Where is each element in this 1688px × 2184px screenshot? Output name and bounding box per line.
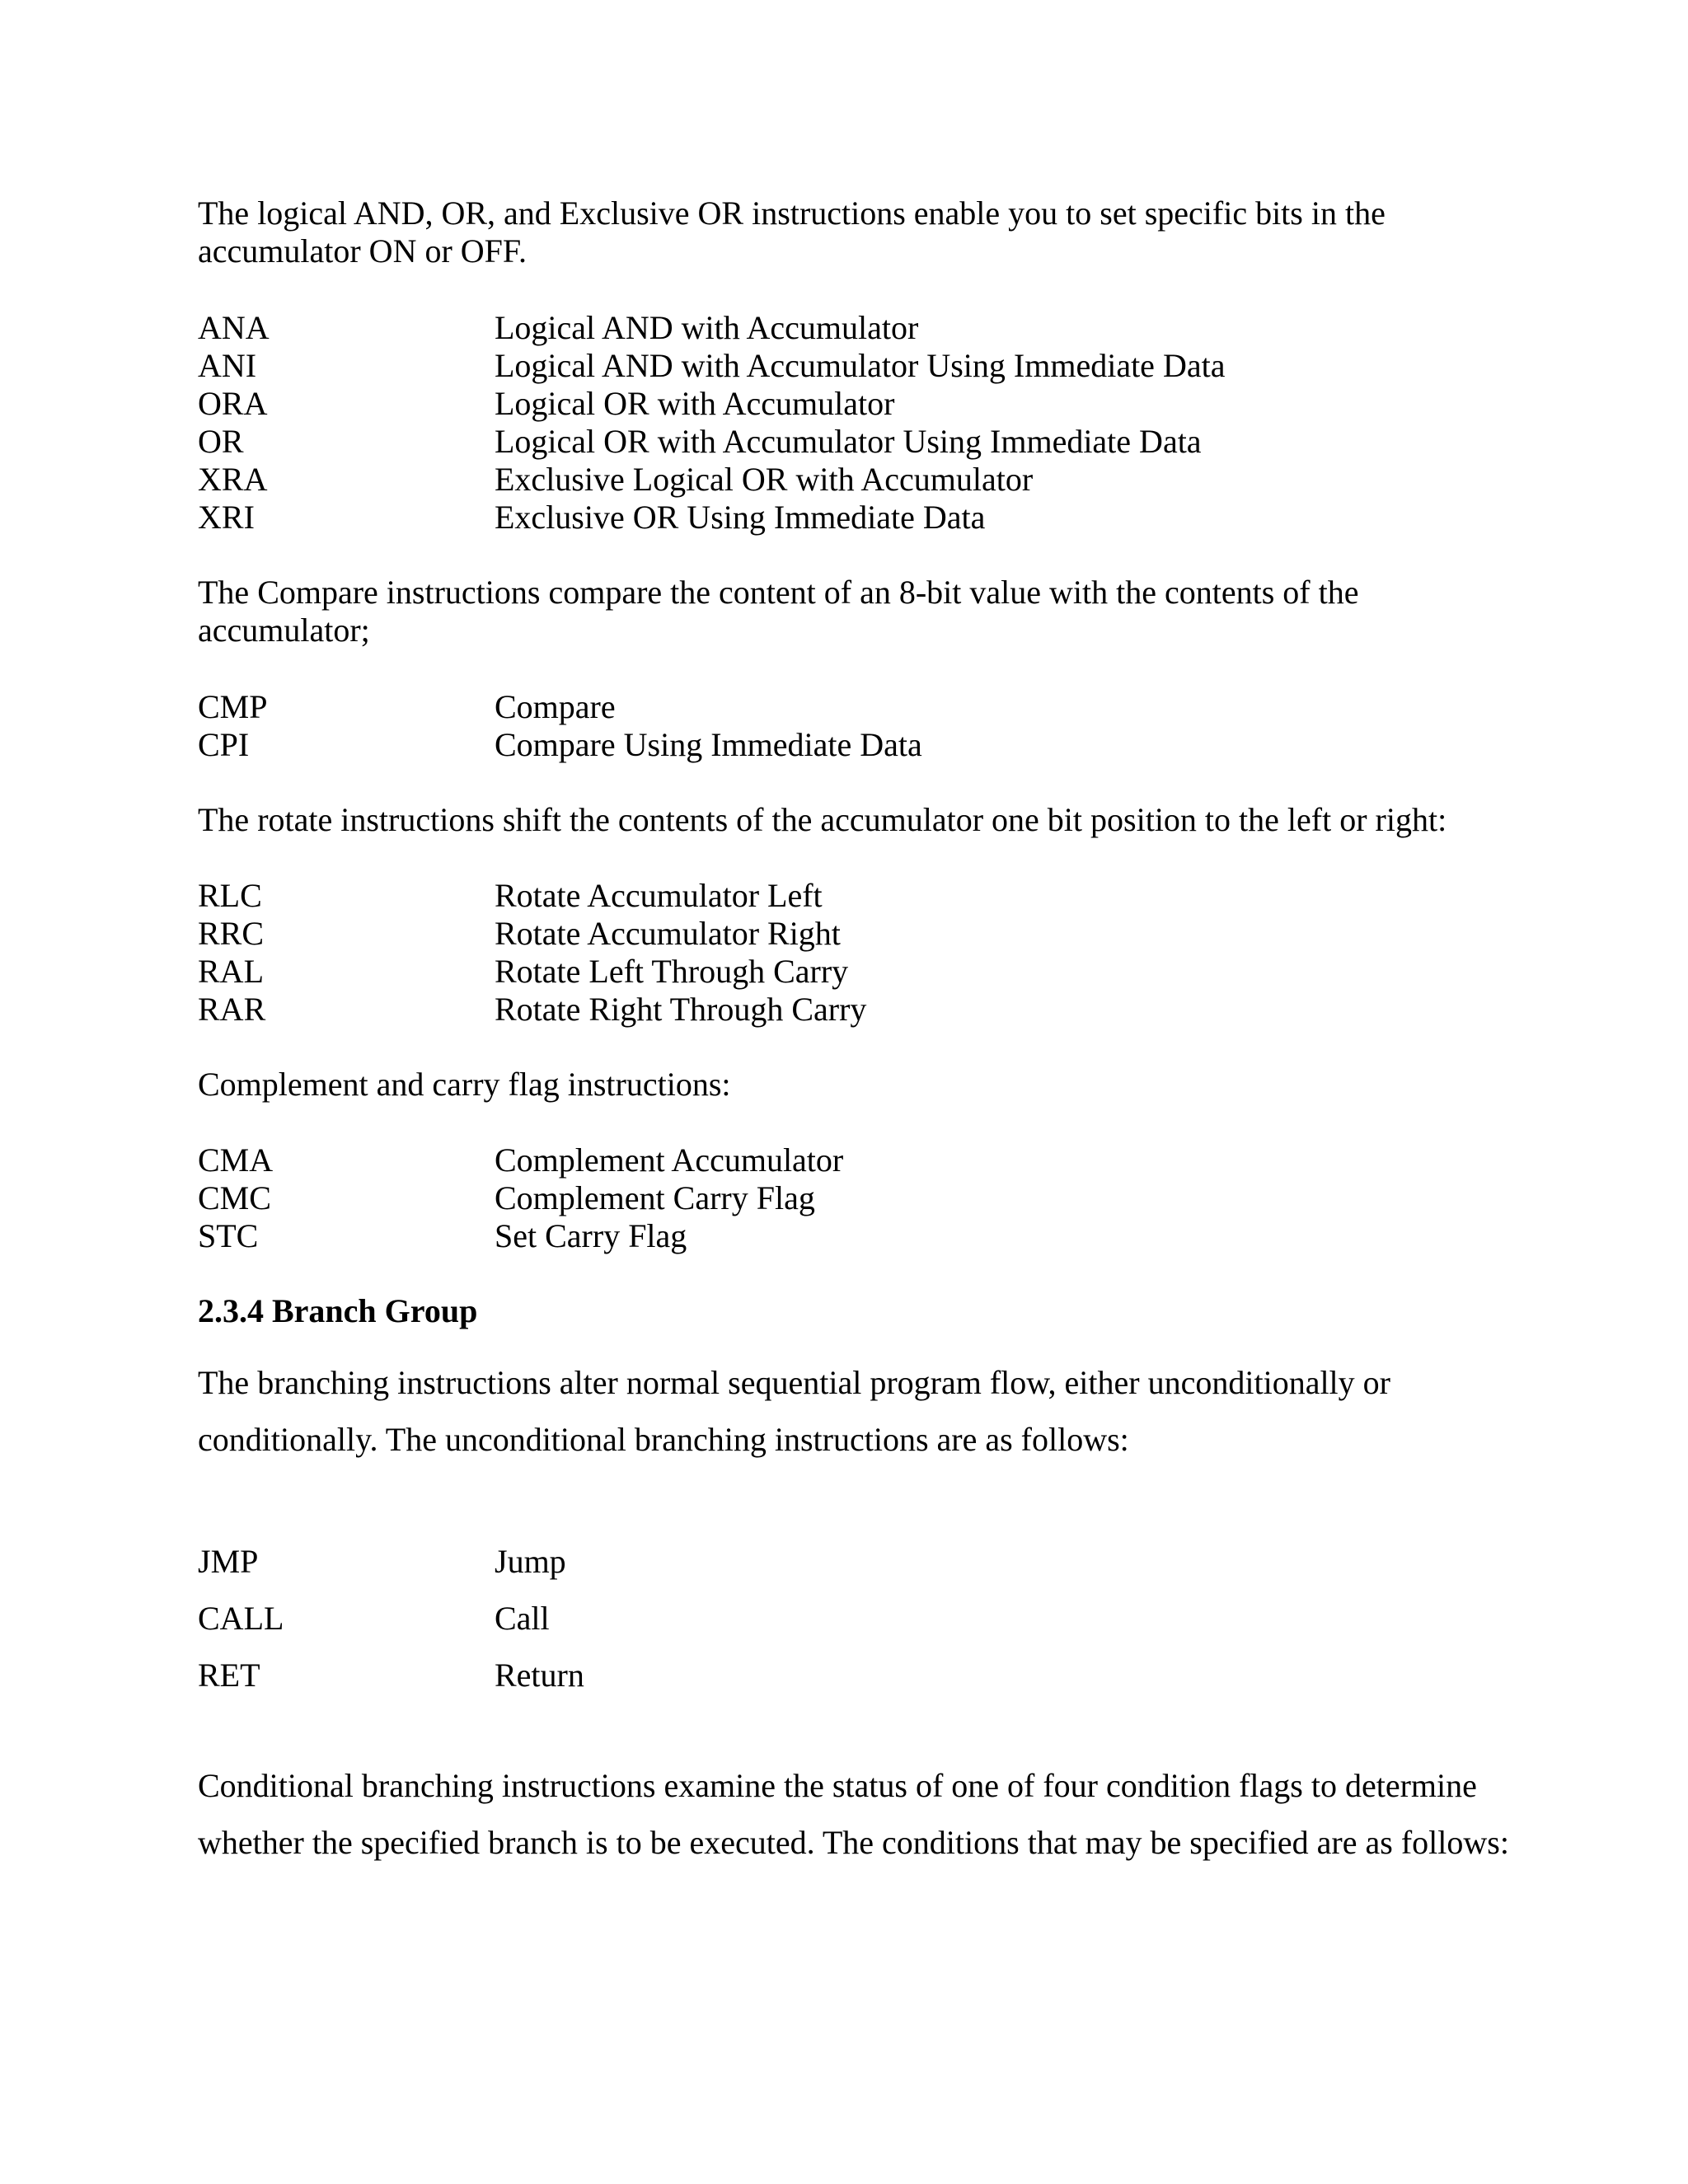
branch-intro-paragraph <box>198 1354 1517 1468</box>
table-row <box>198 1217 843 1255</box>
table-row <box>198 385 1225 423</box>
description: Logical AND with Accumulator Using Immediate Data <box>495 347 1226 384</box>
mnemonic: RLC <box>198 877 262 914</box>
branch-intro-text: The branching instructions alter normal sequential program flow, either unconditionally or conditionally. The unconditional branching instructions are as follows: <box>198 1364 1390 1458</box>
description: Return <box>495 1657 584 1694</box>
mnemonic: OR <box>198 423 244 460</box>
mnemonic: ANI <box>198 347 257 384</box>
table-row <box>198 953 866 991</box>
logical-instruction-table <box>198 309 1225 537</box>
compare-intro-text: The Compare instructions compare the content of an 8-bit value with the contents of the accumulator; <box>198 574 1359 649</box>
logical-intro-text: The logical AND, OR, and Exclusive OR instructions enable you to set specific bits in the accumulator ON or OFF. <box>198 194 1386 269</box>
description: Rotate Accumulator Right <box>495 915 841 952</box>
complement-instruction-table <box>198 1141 843 1255</box>
description: Set Carry Flag <box>495 1217 687 1254</box>
table-row <box>198 1647 584 1704</box>
description: Jump <box>495 1543 566 1580</box>
section-heading: 2.3.4 Branch Group <box>198 1292 478 1329</box>
table-row <box>198 499 1225 537</box>
rotate-intro-paragraph <box>198 801 1517 839</box>
table-row <box>198 877 866 915</box>
mnemonic: ANA <box>198 309 270 346</box>
mnemonic: CMC <box>198 1179 271 1216</box>
mnemonic: STC <box>198 1217 259 1254</box>
mnemonic: CMP <box>198 688 268 725</box>
mnemonic: ORA <box>198 385 268 422</box>
conditional-intro-paragraph <box>198 1757 1517 1871</box>
description: Rotate Right Through Carry <box>495 991 867 1028</box>
mnemonic: RET <box>198 1657 260 1694</box>
table-row <box>198 309 1225 347</box>
mnemonic: RAL <box>198 953 264 990</box>
mnemonic: XRA <box>198 461 268 498</box>
table-row <box>198 423 1225 461</box>
table-row <box>198 347 1225 385</box>
description: Compare <box>495 688 616 725</box>
rotate-instruction-table <box>198 877 866 1029</box>
table-row <box>198 1179 843 1217</box>
description: Logical AND with Accumulator <box>495 309 919 346</box>
rotate-intro-text: The rotate instructions shift the contents of the accumulator one bit position to the left or right: <box>198 801 1447 838</box>
description: Call <box>495 1600 550 1637</box>
description: Logical OR with Accumulator <box>495 385 895 422</box>
conditional-intro-text: Conditional branching instructions examine the status of one of four condition flags to determine whether the specified branch is to be executed. The conditions that may be specified are as follows: <box>198 1767 1509 1861</box>
description: Logical OR with Accumulator Using Immediate Data <box>495 423 1202 460</box>
description: Rotate Left Through Carry <box>495 953 849 990</box>
description: Complement Carry Flag <box>495 1179 815 1216</box>
table-row <box>198 726 922 764</box>
mnemonic: CALL <box>198 1600 284 1637</box>
description: Rotate Accumulator Left <box>495 877 823 914</box>
table-row <box>198 1590 584 1647</box>
table-row <box>198 461 1225 499</box>
mnemonic: RAR <box>198 991 266 1028</box>
mnemonic: CMA <box>198 1141 274 1179</box>
complement-intro-paragraph <box>198 1066 1517 1104</box>
table-row <box>198 1533 584 1590</box>
table-row <box>198 1141 843 1179</box>
table-row <box>198 915 866 953</box>
compare-intro-paragraph <box>198 574 1517 649</box>
description: Compare Using Immediate Data <box>495 726 922 763</box>
description: Exclusive Logical OR with Accumulator <box>495 461 1034 498</box>
compare-instruction-table <box>198 688 922 764</box>
description: Exclusive OR Using Immediate Data <box>495 499 986 536</box>
logical-intro-paragraph <box>198 194 1517 270</box>
mnemonic: JMP <box>198 1543 259 1580</box>
table-row <box>198 991 866 1029</box>
mnemonic: CPI <box>198 726 250 763</box>
branch-instruction-table <box>198 1533 584 1704</box>
mnemonic: RRC <box>198 915 265 952</box>
table-row <box>198 688 922 726</box>
description: Complement Accumulator <box>495 1141 844 1179</box>
complement-intro-text: Complement and carry flag instructions: <box>198 1066 731 1103</box>
mnemonic: XRI <box>198 499 255 536</box>
